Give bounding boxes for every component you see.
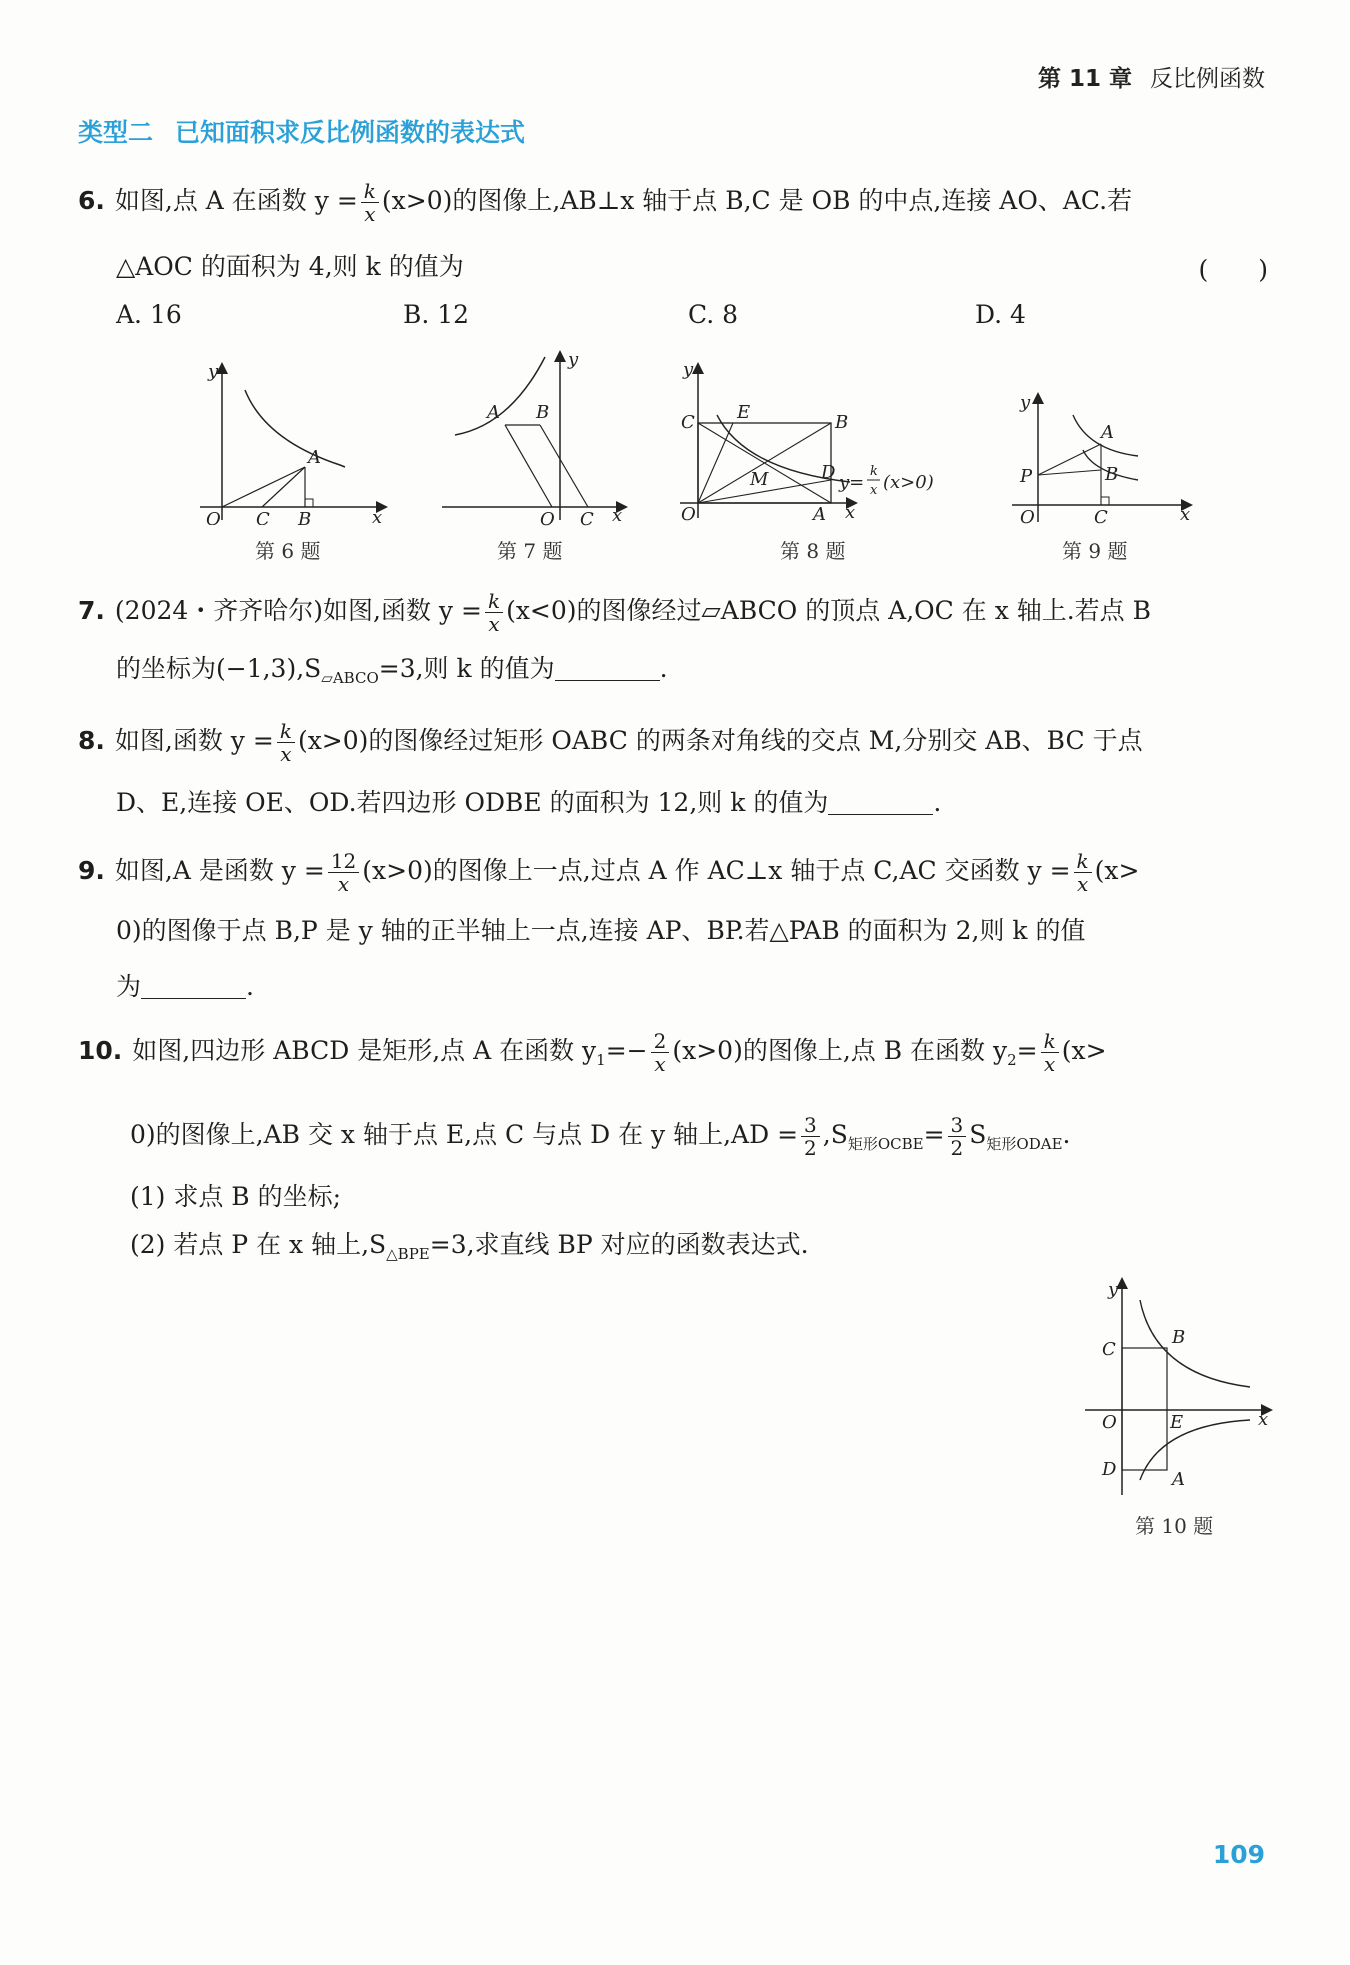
fraction: $\frac{3}{2}$ [948, 1114, 967, 1159]
section-heading: 已知面积求反比例函数的表达式 [175, 118, 526, 147]
svg-text:P: P [1020, 466, 1033, 487]
figure-8-caption: 第 8 题 [780, 539, 846, 563]
svg-text:D: D [1102, 1459, 1117, 1480]
figure-7-caption: 第 7 题 [497, 539, 563, 563]
svg-text:B: B [1105, 464, 1119, 485]
svg-text:C: C [1102, 1339, 1116, 1360]
svg-text:A: A [1172, 1469, 1185, 1490]
svg-text:O: O [1102, 1412, 1117, 1433]
page-number: 109 [1212, 1840, 1265, 1869]
section-label: 类型二 [78, 118, 154, 147]
svg-text:O: O [206, 509, 221, 525]
svg-text:x: x [870, 483, 878, 498]
svg-text:x: x [612, 505, 623, 526]
question-7: 7. (2024・齐齐哈尔)如图,函数 y = $\frac{k}{x}$ (x<0)的图像经过▱ABCO 的顶点 A,OC 在 x 轴上.若点 B 的坐标为$(-1,3),S_{▱ABCO}=3$,则 k 的值为 . [78, 589, 1152, 687]
fraction: $\frac{k}{x}$ [485, 590, 503, 635]
svg-text:A: A [813, 504, 826, 525]
answer-paren[interactable]: ( ) [1198, 255, 1268, 284]
option-c[interactable]: C. 8 [688, 300, 739, 329]
fraction: $\frac{2}{x}$ [651, 1030, 670, 1075]
chapter-number: 第 11 章 [1037, 66, 1132, 92]
question-10: 10. 如图,四边形 ABCD 是矩形,点 A 在函数 $y_1=-$ $\frac{2}{x}$ (x>0)的图像上,点 B 在函数 $y_2=$ $\frac{k}{x}$ (x> 0)的图像上,AB 交 x 轴于点 E,点 C 与点 D 在 y 轴上,AD = $\frac{3}{2}$ $,S_{矩形OCBE}=$ $\frac{3}{2}$ $S_{矩形ODAE}$. (1) 求点 B 的坐标; (2) 若点 P 在 x 轴上$,S_{\triangle BPE}=3$,求直线 BP 对应的函数表达式. [78, 1029, 1107, 1263]
figure-7 [440, 345, 630, 530]
svg-text:x: x [372, 507, 383, 525]
question-number: 9. [78, 856, 105, 885]
svg-text:A: A [1101, 422, 1114, 443]
svg-text:x: x [845, 502, 856, 523]
svg-text:D: D [821, 462, 836, 483]
svg-text:B: B [1172, 1327, 1186, 1348]
svg-text:y: y [208, 361, 219, 382]
sub-question-2: (2) 若点 P 在 x 轴上,S [130, 1230, 387, 1259]
question-number: 6. [78, 186, 105, 215]
svg-text:B: B [536, 402, 550, 423]
svg-text:M: M [750, 469, 769, 490]
figure-10-caption: 第 10 题 [1135, 1514, 1214, 1538]
svg-text:O: O [1020, 507, 1035, 528]
fraction: $\frac{k}{x}$ [361, 180, 379, 225]
option-a[interactable]: A. 16 [116, 300, 182, 329]
question-8: 8. 如图,函数 y = $\frac{k}{x}$ (x>0)的图像经过矩形 OABC 的两条对角线的交点 M,分别交 AB、BC 于点 D、E,连接 OE、OD.若四边形 ODBE 的面积为 12,则 k 的值为 . [78, 719, 1143, 817]
svg-text:(x>0): (x>0) [883, 472, 934, 493]
svg-text:C: C [1094, 507, 1108, 528]
figure-9-caption: 第 9 题 [1062, 539, 1128, 563]
question-9: 9. 如图,A 是函数 y = $\frac{12}{x}$ (x>0)的图像上一点,过点 A 作 AC⊥x 轴于点 C,AC 交函数 y = $\frac{k}{x}$ (x> 0)的图像于点 B,P 是 y 轴的正半轴上一点,连接 AP、BP.若△PAB 的面积为 2,则 k 的值 为 . [78, 849, 1140, 1001]
svg-text:y: y [1108, 1279, 1119, 1300]
svg-text:C: C [681, 412, 695, 433]
svg-text:y=: y= [839, 472, 865, 493]
answer-blank[interactable] [555, 656, 660, 681]
fraction: $\frac{k}{x}$ [1074, 850, 1092, 895]
sub-question-1: (1) 求点 B 的坐标; [130, 1182, 342, 1211]
svg-text:y: y [683, 360, 694, 380]
section-title [78, 113, 525, 149]
chapter-title: 反比例函数 [1150, 66, 1265, 92]
question-6: 6. 如图,点 A 在函数 y = $\frac{k}{x}$ (x>0)的图像上,AB⊥x 轴于点 B,C 是 OB 的中点,连接 AO、AC.若 △AOC 的面积为 4,则 k 的值为 ( ) A. 16 B. 12 C. 8 D. 4 [78, 179, 1268, 329]
option-b[interactable]: B. 12 [403, 300, 470, 329]
svg-text:x: x [1258, 1409, 1269, 1430]
svg-text:k: k [870, 464, 878, 479]
answer-blank[interactable] [141, 974, 246, 999]
fraction: $\frac{12}{x}$ [328, 850, 359, 895]
question-number: 8. [78, 726, 105, 755]
figure-10 [1080, 1275, 1280, 1505]
fraction: $\frac{k}{x}$ [277, 720, 295, 765]
option-d[interactable]: D. 4 [975, 300, 1026, 329]
svg-text:B: B [298, 509, 312, 525]
svg-text:y: y [1020, 392, 1031, 413]
svg-text:E: E [1170, 1412, 1184, 1433]
fraction: $\frac{3}{2}$ [801, 1114, 820, 1159]
figure-9 [1008, 390, 1198, 530]
fraction: $\frac{k}{x}$ [1041, 1030, 1059, 1075]
svg-text:y: y [568, 349, 579, 370]
answer-blank[interactable] [828, 790, 933, 815]
svg-text:x: x [1180, 504, 1191, 525]
figure-6 [190, 355, 390, 525]
svg-text:O: O [540, 509, 555, 530]
svg-text:A: A [308, 447, 321, 468]
chapter-header [1038, 60, 1265, 93]
svg-text:E: E [737, 402, 751, 423]
question-number: 10. [78, 1036, 123, 1065]
svg-text:O: O [681, 504, 696, 525]
figure-8 [675, 360, 965, 530]
svg-text:A: A [487, 402, 500, 423]
figure-6-caption: 第 6 题 [255, 539, 321, 563]
svg-text:C: C [256, 509, 270, 525]
svg-text:B: B [835, 412, 849, 433]
svg-text:C: C [580, 509, 594, 530]
question-number: 7. [78, 596, 105, 625]
